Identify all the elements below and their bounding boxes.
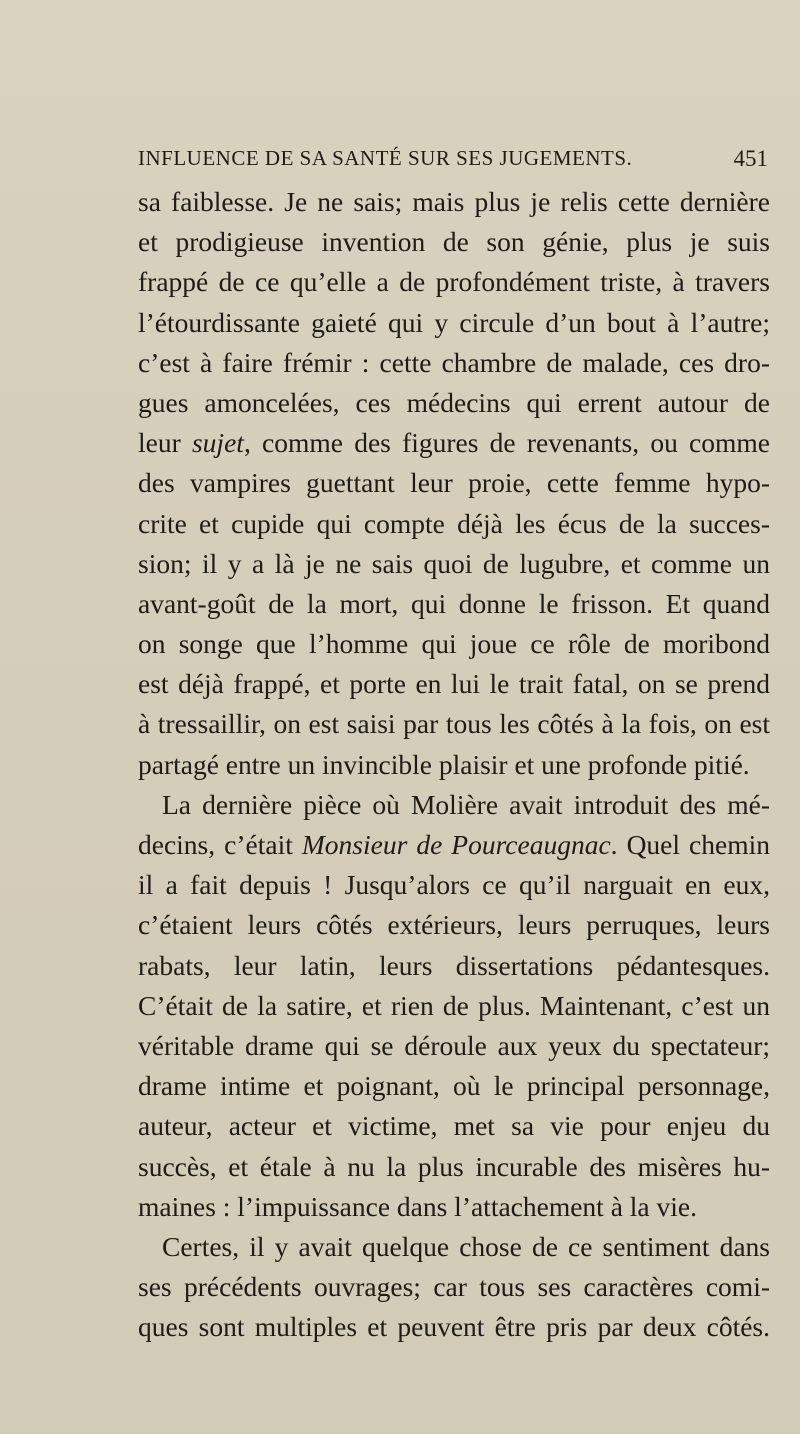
text-line: frappé de ce qu’elle a de profondément triste, à travers xyxy=(138,266,770,298)
text-line: partagé entre un invincible plaisir et une profonde pitié. xyxy=(138,748,750,780)
text-run: , comme des figures de revenants, ou comme xyxy=(243,427,770,459)
text-line: à tressaillir, on est saisi par tous les côtés à la fois, on est xyxy=(138,708,770,740)
italic-title: Monsieur de Pourceaugnac xyxy=(301,829,611,860)
text-line: véritable drame qui se déroule aux yeux du spectateur; xyxy=(138,1029,770,1061)
text-line: maines : l’impuissance dans l’attachement à la vie. xyxy=(138,1190,697,1222)
text-line: succès, et étale à nu la plus incurable des misères hu- xyxy=(138,1150,770,1182)
text-line: sion; il y a là je ne sais quoi de lugubre, et comme un xyxy=(138,547,770,579)
body-text xyxy=(138,182,770,1347)
text-line: sa faiblesse. Je ne sais; mais plus je relis cette dernière xyxy=(138,186,770,217)
text-line: et prodigieuse invention de son génie, plus je suis xyxy=(138,226,770,258)
italic-term: sujet xyxy=(191,427,244,459)
text-line: rabats, leur latin, leurs dissertations pédantesques. xyxy=(138,949,770,981)
text-line: crite et cupide qui compte déjà les écus de la succes- xyxy=(138,507,770,539)
text-run: decins, c’était xyxy=(138,829,302,860)
text-run: leur xyxy=(138,427,192,459)
text-line: ses précédents ouvrages; car tous ses caractères comi- xyxy=(138,1271,770,1303)
text-line: La dernière pièce où Molière avait introduit des mé- xyxy=(162,788,770,820)
page-number: 451 xyxy=(733,146,768,171)
text-run: . Quel chemin xyxy=(610,829,771,860)
text-line: C’était de la satire, et rien de plus. Maintenant, c’est un xyxy=(138,989,770,1021)
text-line: Certes, il y avait quelque chose de ce sentiment dans xyxy=(162,1230,770,1262)
text-line: drame intime et poignant, où le principal personnage, xyxy=(138,1070,770,1102)
text-line: auteur, acteur et victime, met sa vie pour enjeu du xyxy=(138,1110,770,1142)
text-line xyxy=(138,423,770,463)
text-line: c’étaient leurs côtés extérieurs, leurs perruques, leurs xyxy=(138,909,770,941)
text-line: on songe que l’homme qui joue ce rôle de moribond xyxy=(138,628,770,660)
text-line: il a fait depuis ! Jusqu’alors ce qu’il narguait en eux, xyxy=(138,869,770,901)
running-head xyxy=(138,146,768,176)
text-line xyxy=(138,825,770,865)
text-line: est déjà frappé, et porte en lui le trait fatal, on se prend xyxy=(138,668,770,700)
text-line: l’étourdissante gaieté qui y circule d’un bout à l’autre; xyxy=(138,306,770,338)
text-line: gues amoncelées, ces médecins qui errent autour de xyxy=(138,386,770,418)
text-line: c’est à faire frémir : cette chambre de malade, ces dro- xyxy=(138,346,770,378)
running-title: INFLUENCE DE SA SANTÉ SUR SES JUGEMENTS. xyxy=(138,146,633,170)
text-line: des vampires guettant leur proie, cette femme hypo- xyxy=(138,467,770,499)
text-line: ques sont multiples et peuvent être pris par deux côtés. xyxy=(138,1311,770,1343)
text-line: avant-goût de la mort, qui donne le frisson. Et quand xyxy=(138,587,770,619)
